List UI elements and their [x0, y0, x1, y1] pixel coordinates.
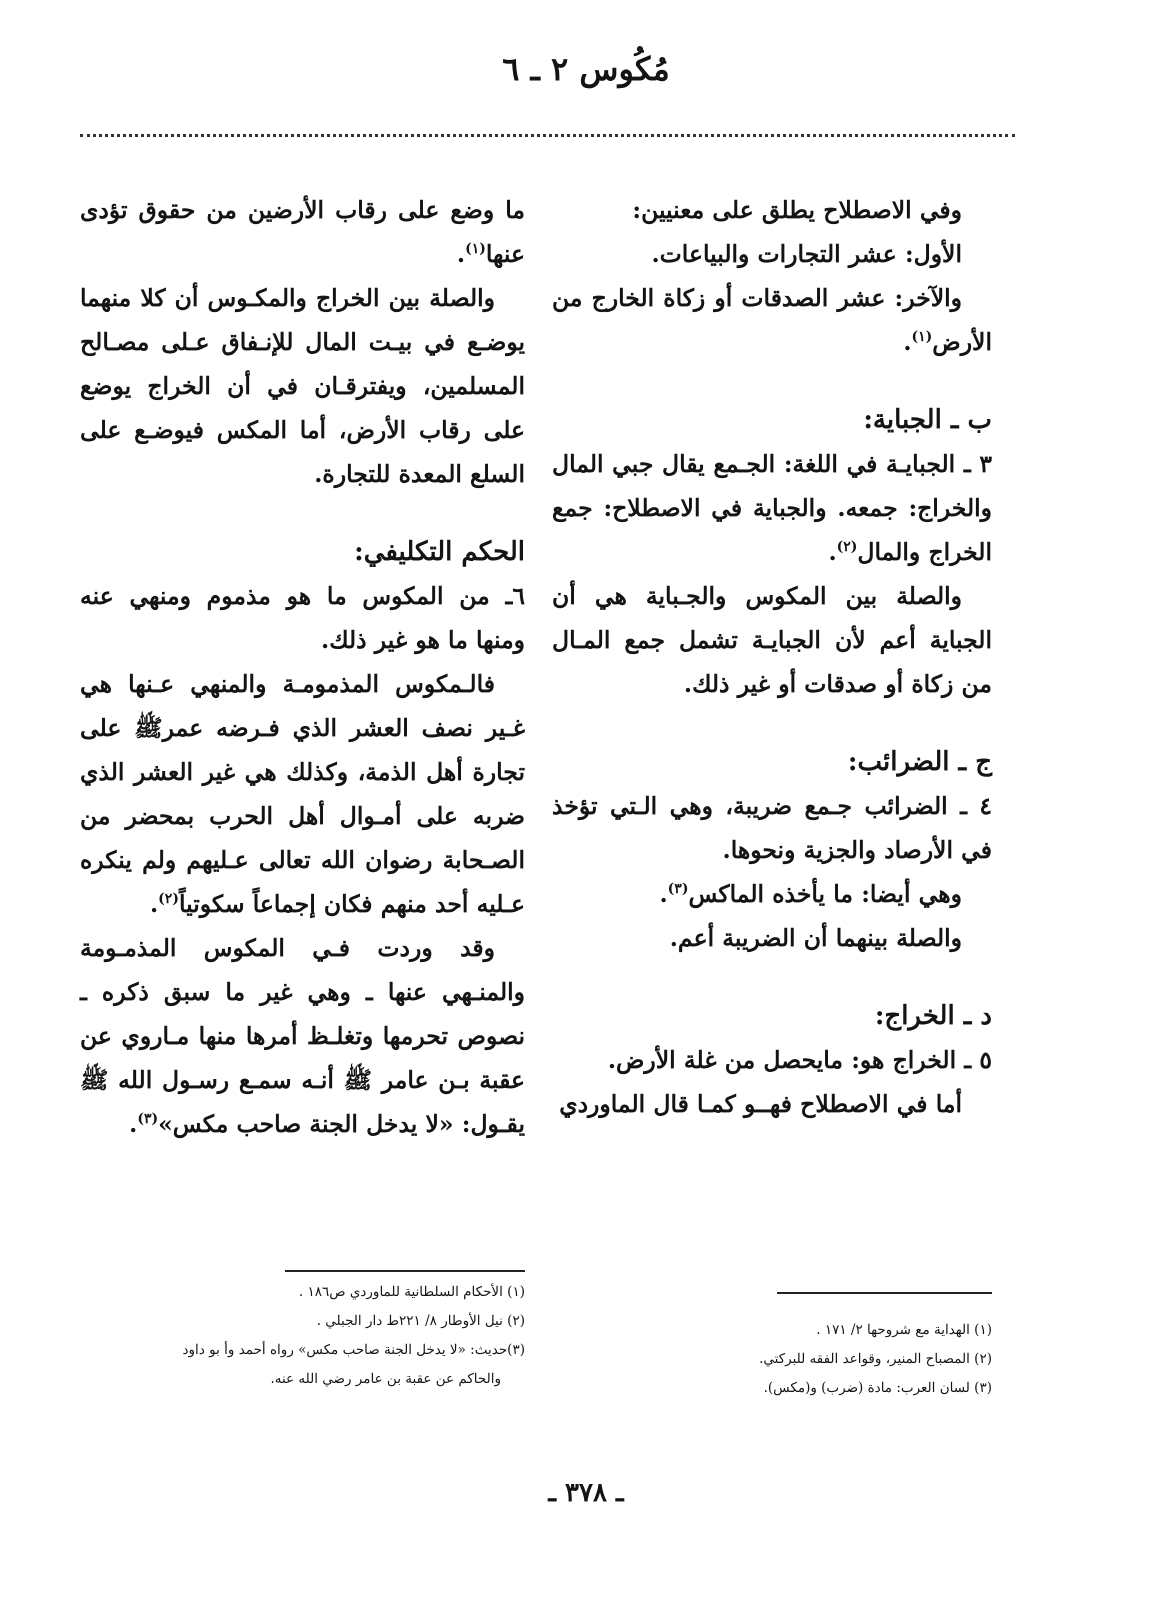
header-divider	[80, 134, 1015, 137]
section-heading: ج ـ الضرائب:	[847, 747, 992, 777]
punctuation: .	[129, 1110, 138, 1138]
page-header: مُكُوس ٢ ـ ٦	[502, 50, 670, 88]
footnote-ref: (٣)	[667, 881, 689, 898]
footnote-ref: (٢)	[158, 891, 179, 908]
footnote: (٢) المصباح المنير، وقواعد الفقه للبركتي.	[759, 1351, 992, 1367]
page-number: ـ ٣٧٨ ـ	[548, 1478, 624, 1508]
footnotes-left	[80, 1270, 525, 1394]
footnote-divider	[285, 1270, 525, 1272]
paragraph	[552, 442, 992, 574]
footnote-divider	[777, 1292, 992, 1294]
footnote-continuation: والحاكم عن عقبة بن عامر رضي الله عنه.	[270, 1371, 501, 1387]
paragraph-text: ما وضع على رقاب الأرضين من حقوق تؤدى عنها	[80, 196, 525, 268]
paragraph-text: ٣ ـ الجبايـة في اللغة: الجـمع يقال جبي المال والخراج: جمعه. والجباية في الاصطلاح: جمع الخراج والمال	[552, 450, 992, 566]
paragraph: ٤ ـ الضرائب جـمع ضريبة، وهي الـتي تؤخذ في الأرصاد والجزية ونحوها.	[552, 792, 992, 864]
section-heading: ب ـ الجباية:	[863, 405, 992, 435]
footnote: (١) الأحكام السلطانية للماوردي ص١٨٦ .	[298, 1284, 525, 1300]
punctuation: .	[659, 880, 668, 908]
footnote-ref: (١)	[465, 241, 486, 258]
footnote-ref: (٣)	[137, 1111, 159, 1128]
footnote: (٢) نيل الأوطار ٨/ ٢٢١ط دار الجبلي .	[316, 1313, 525, 1329]
paragraph	[80, 926, 525, 1146]
paragraph: والصلة بينهما أن الضريبة أعم.	[669, 924, 962, 952]
paragraph: الأول: عشر التجارات والبياعات.	[651, 240, 962, 268]
punctuation: .	[903, 328, 912, 356]
footnote: (١) الهداية مع شروحها ٢/ ١٧١ .	[816, 1322, 992, 1338]
right-column	[552, 188, 992, 1126]
footnotes-right	[552, 1292, 992, 1403]
paragraph	[80, 662, 525, 926]
punctuation: .	[828, 538, 837, 566]
punctuation: .	[456, 240, 466, 268]
footnote-ref: (٢)	[836, 539, 858, 556]
section-heading: د ـ الخراج:	[874, 1001, 992, 1031]
paragraph-text: وقد وردت فـي المكوس المذمـومة والمنـهي عنها ـ وهي غير ما سبق ذكره ـ نصوص تحرمها وتغلـظ أمرها منها مـاروي عن عقبة بـن عامر ﷺ أنـه سمـع رسـول الله ﷺ يقـول: «لا يدخل الجنة صاحب مكس»	[80, 934, 525, 1138]
footnote: (٣) لسان العرب: مادة (ضرب) و(مكس).	[763, 1380, 992, 1396]
paragraph-text: فالـمكوس المذمومـة والمنهي عـنها هي غـير نصف العشر الذي فـرضه عمرﷺ على تجارة أهل الذمة، وكذلك هي غير العشر الذي ضربه على أمـوال أهل الحرب بمحضر من الصـحابة رضوان الله تعالى عـليهم ولم ينكره عـليه أحد منهم فكان إجماعاً سكوتياً	[80, 670, 525, 918]
paragraph: وفي الاصطلاح يطلق على معنيين:	[632, 196, 962, 224]
footnote-ref: (١)	[911, 329, 933, 346]
paragraph	[552, 872, 992, 916]
footnote: (٣)حديث: «لا يدخل الجنة صاحب مكس» رواه أحمد وأ بو داود	[182, 1342, 525, 1358]
left-column	[80, 188, 525, 1146]
paragraph: ٦ـ من المكوس ما هو مذموم ومنهي عنه ومنها ما هو غير ذلك.	[80, 582, 525, 654]
paragraph	[552, 276, 992, 364]
paragraph-text: وهي أيضا: ما يأخذه الماكس	[688, 880, 962, 908]
punctuation: .	[149, 890, 159, 918]
paragraph: والصلة بين المكوس والجـباية هي أن الجباية أعم لأن الجبايـة تشمل جمع المـال من زكاة أو صدقات أو غير ذلك.	[552, 582, 992, 698]
paragraph-text: والآخر: عشر الصدقات أو زكاة الخارج من الأرض	[552, 284, 992, 356]
paragraph	[80, 188, 525, 276]
section-heading: الحكم التكليفي:	[354, 537, 525, 567]
paragraph: والصلة بين الخراج والمكـوس أن كلا منهما يوضـع في بيـت المال للإنـفاق عـلى مصـالح المسلمين، ويفترقـان في أن الخراج يوضع على رقاب الأرض، أما المكس فيوضـع على السلع المعدة للتجارة.	[80, 284, 525, 488]
paragraph: ٥ ـ الخراج هو: مايحصل من غلة الأرض.	[607, 1046, 992, 1074]
paragraph: أما في الاصطلاح فهــو كمـا قال الماوردي	[559, 1090, 962, 1118]
